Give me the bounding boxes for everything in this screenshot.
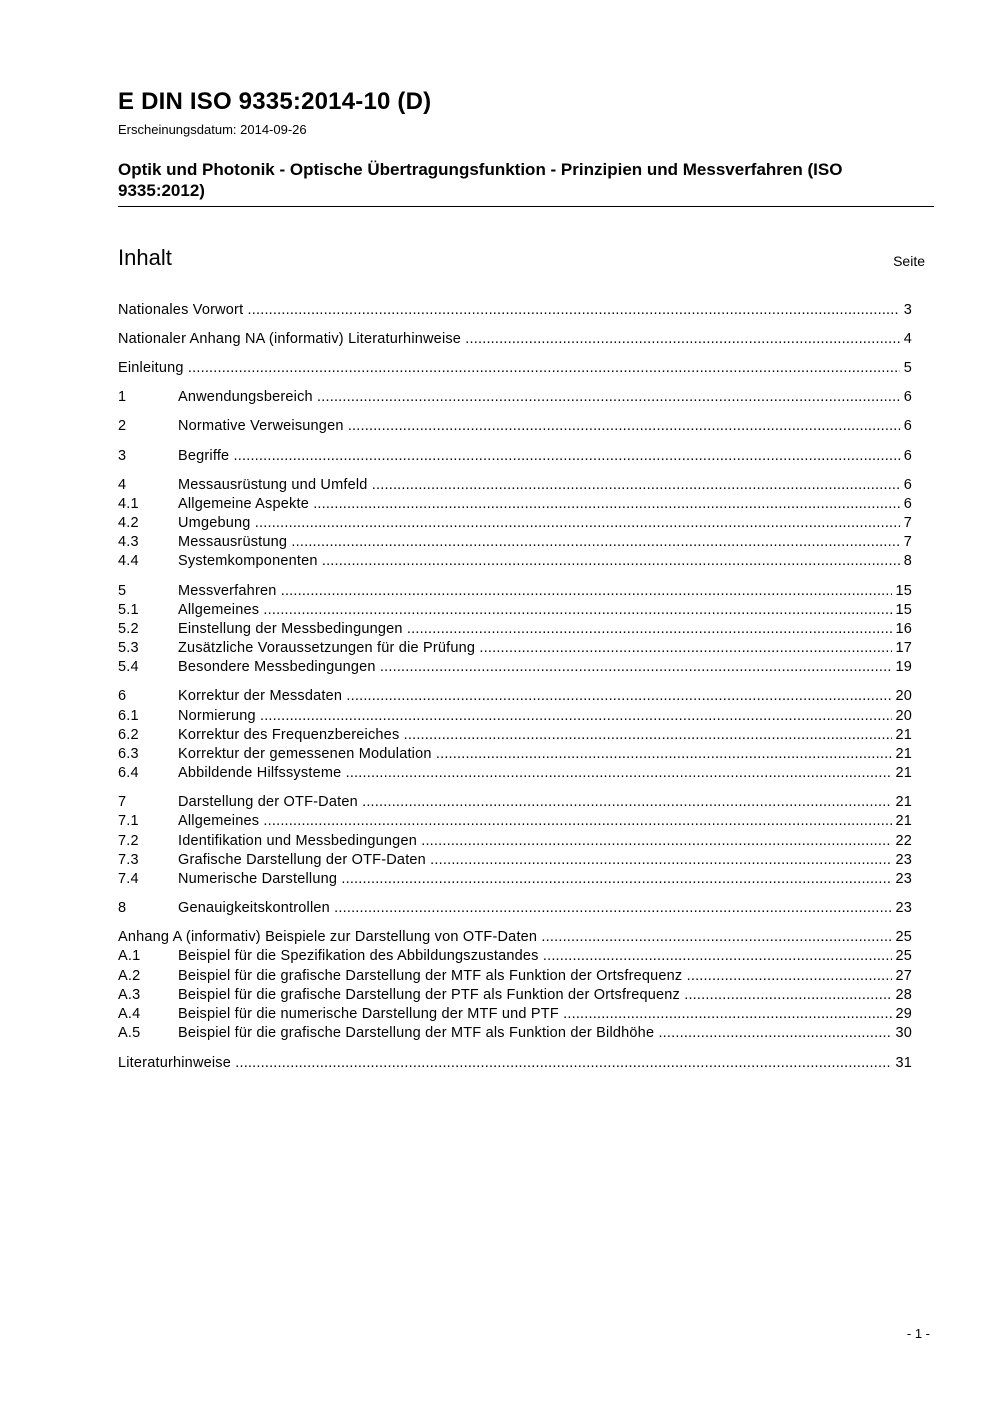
toc-entry-number: 6.2 — [118, 727, 139, 743]
toc-entry-text: Zusätzliche Voraussetzungen für die Prüfung — [178, 640, 476, 656]
toc-entry-text: Korrektur der gemessenen Modulation — [178, 746, 432, 762]
toc-entry-number: 4.4 — [118, 553, 139, 569]
toc-page-column-label: Seite — [893, 253, 925, 269]
toc-entry-number: 4 — [118, 477, 127, 493]
toc-entry-title — [178, 495, 900, 514]
toc-entry-page: 4 — [903, 331, 912, 347]
toc-entry[interactable] — [118, 745, 910, 764]
toc-entry-page: 5 — [903, 360, 912, 376]
toc-entry-number: 5.4 — [118, 659, 139, 675]
toc-entry[interactable] — [118, 552, 910, 571]
toc-entry-number: 7.3 — [118, 852, 139, 868]
toc-entry-number: 4.1 — [118, 496, 139, 512]
toc-entry-title — [178, 476, 900, 495]
toc-entry-text: Allgemeines — [178, 602, 260, 618]
toc-entry-page: 21 — [895, 813, 912, 829]
toc-entry-page: 25 — [895, 948, 912, 964]
toc-entry-page: 20 — [895, 708, 912, 724]
toc-entry-page: 28 — [895, 987, 912, 1003]
toc-entry-page: 15 — [895, 583, 912, 599]
toc-entry-title — [118, 359, 900, 378]
toc-entry[interactable] — [118, 533, 910, 552]
toc-entry-number: 6.4 — [118, 765, 139, 781]
toc-entry-page: 6 — [903, 389, 912, 405]
toc-entry-page: 6 — [903, 418, 912, 434]
toc-entry-page: 6 — [903, 448, 912, 464]
toc-entry-page: 22 — [895, 833, 912, 849]
toc-entry[interactable] — [118, 639, 910, 658]
toc-entry-title — [178, 899, 892, 918]
toc-entry[interactable] — [118, 1054, 910, 1073]
toc-entry-text: Einstellung der Messbedingungen — [178, 621, 403, 637]
toc-entry-page: 31 — [895, 1055, 912, 1071]
toc-entry[interactable] — [118, 1024, 910, 1043]
toc-entry[interactable] — [118, 832, 910, 851]
toc-entry-text: Beispiel für die numerische Darstellung der MTF und PTF — [178, 1006, 559, 1022]
toc-entry-number: 5.3 — [118, 640, 139, 656]
toc-entry-prefix: Nationaler Anhang NA — [118, 331, 269, 347]
toc-entry-number: 6.3 — [118, 746, 139, 762]
toc-entry-text: Grafische Darstellung der OTF-Daten — [178, 852, 426, 868]
toc-entry[interactable] — [118, 986, 910, 1005]
toc-entry-text: Messverfahren — [178, 583, 277, 599]
toc-entry[interactable] — [118, 417, 910, 436]
toc-entry-page: 16 — [895, 621, 912, 637]
toc-entry[interactable] — [118, 812, 910, 831]
toc-entry-page: 29 — [895, 1006, 912, 1022]
page-number: - 1 - — [906, 1326, 930, 1341]
toc-entry-title — [118, 928, 892, 947]
toc-entry-number: 6.1 — [118, 708, 139, 724]
toc-entry-title — [178, 1024, 892, 1043]
toc-entry[interactable] — [118, 899, 910, 918]
toc-entry-number: 4.3 — [118, 534, 139, 550]
toc-entry-text: Genauigkeitskontrollen — [178, 900, 330, 916]
toc-entry-page: 25 — [895, 929, 912, 945]
toc-entry-text: Abbildende Hilfssysteme — [178, 765, 342, 781]
toc-entry-informative-tag: (informativ) — [185, 929, 266, 945]
toc-entry-page: 6 — [903, 496, 912, 512]
toc-entry-number: 5.1 — [118, 602, 139, 618]
toc-entry-text: Besondere Messbedingungen — [178, 659, 376, 675]
toc-entry-page: 15 — [895, 602, 912, 618]
title-divider — [118, 206, 934, 207]
toc-entry-title — [178, 687, 892, 706]
toc-entry-number: A.1 — [118, 948, 141, 964]
document-id: E DIN ISO 9335:2014-10 (D) — [118, 88, 432, 115]
toc-entry[interactable] — [118, 928, 910, 947]
toc-entry-text: Beispiel für die grafische Darstellung der MTF als Funktion der Bildhöhe — [178, 1025, 655, 1041]
toc-entry[interactable] — [118, 330, 910, 349]
toc-entry-number: 2 — [118, 418, 127, 434]
toc-entry[interactable] — [118, 476, 910, 495]
toc-entry[interactable] — [118, 495, 910, 514]
toc-entry-text: Messausrüstung — [178, 534, 288, 550]
toc-entry-text: Umgebung — [178, 515, 251, 531]
toc-entry-number: 7.4 — [118, 871, 139, 887]
toc-entry-text: Literaturhinweise — [118, 1055, 232, 1071]
toc-entry-title — [118, 1054, 892, 1073]
toc-entry-title — [178, 832, 892, 851]
toc-entry-title — [178, 514, 900, 533]
toc-entry-title — [178, 986, 892, 1005]
toc-entry-text: Begriffe — [178, 448, 230, 464]
toc-entry-number: A.2 — [118, 968, 141, 984]
toc-entry-text: Systemkomponenten — [178, 553, 318, 569]
toc-entry-title — [178, 793, 892, 812]
toc-entry-number: 6 — [118, 688, 127, 704]
toc-entry[interactable] — [118, 359, 910, 378]
toc-entry-text: Normierung — [178, 708, 256, 724]
toc-entry[interactable] — [118, 764, 910, 783]
toc-entry-text: Anwendungsbereich — [178, 389, 313, 405]
toc-entry-title — [178, 601, 892, 620]
toc-entry-text: Korrektur des Frequenzbereiches — [178, 727, 400, 743]
toc-entry-text: Beispiel für die grafische Darstellung der PTF als Funktion der Ortsfrequenz — [178, 987, 680, 1003]
toc-entry-text: Normative Verweisungen — [178, 418, 344, 434]
toc-entry-title — [178, 552, 900, 571]
toc-entry-number: 1 — [118, 389, 127, 405]
toc-entry[interactable] — [118, 870, 910, 889]
toc-entry-page: 8 — [903, 553, 912, 569]
toc-entry-number: 7.2 — [118, 833, 139, 849]
toc-entry-page: 23 — [895, 900, 912, 916]
toc-entry-page: 6 — [903, 477, 912, 493]
toc-entry[interactable] — [118, 388, 910, 407]
toc-entry-page: 19 — [895, 659, 912, 675]
toc-entry-number: A.4 — [118, 1006, 141, 1022]
toc-entry-number: 8 — [118, 900, 127, 916]
toc-entry[interactable] — [118, 707, 910, 726]
toc-entry-text: Literaturhinweise — [348, 331, 462, 347]
toc-entry-number: 4.2 — [118, 515, 139, 531]
toc-entry-number: 5 — [118, 583, 127, 599]
toc-entry-title — [178, 639, 892, 658]
toc-entry-text: Beispiel für die grafische Darstellung der MTF als Funktion der Ortsfrequenz — [178, 968, 683, 984]
toc-entry-title — [178, 417, 900, 436]
toc-entry-title — [178, 967, 892, 986]
toc-entry-title — [178, 707, 892, 726]
toc-entry-title — [178, 388, 900, 407]
toc-entry[interactable] — [118, 301, 910, 320]
toc-entry-page: 17 — [895, 640, 912, 656]
toc-entry[interactable] — [118, 582, 910, 601]
toc-entry-text: Darstellung der OTF-Daten — [178, 794, 358, 810]
toc-entry-text: Einleitung — [118, 360, 184, 376]
toc-entry-text: Beispiele zur Darstellung von OTF-Daten — [265, 929, 538, 945]
toc-heading: Inhalt — [118, 245, 172, 270]
toc-entry-text: Allgemeines — [178, 813, 260, 829]
toc-entry[interactable] — [118, 726, 910, 745]
toc-entry-text: Messausrüstung und Umfeld — [178, 477, 368, 493]
toc-entry-title — [118, 330, 900, 349]
toc-entry[interactable] — [118, 687, 910, 706]
toc-entry-text: Korrektur der Messdaten — [178, 688, 343, 704]
toc-entry[interactable] — [118, 620, 910, 639]
toc-entry[interactable] — [118, 447, 910, 466]
toc-entry[interactable] — [118, 793, 910, 812]
toc-entry-title — [178, 658, 892, 677]
toc-entry-page: 7 — [903, 534, 912, 550]
toc-entry-title — [178, 870, 892, 889]
document-title: Optik und Photonik - Optische Übertragungsfunktion - Prinzipien und Messverfahren (ISO 9335:2012) — [118, 160, 843, 200]
toc-entry-text: Identifikation und Messbedingungen — [178, 833, 417, 849]
toc-entry-title — [178, 764, 892, 783]
toc-entry-title — [178, 533, 900, 552]
toc-entry-page: 3 — [903, 302, 912, 318]
toc-entry-title — [178, 812, 892, 831]
toc-entry-title — [178, 447, 900, 466]
toc-entry-page: 21 — [895, 727, 912, 743]
toc-entry-title — [178, 851, 892, 870]
toc-entry-number: 3 — [118, 448, 127, 464]
toc-entry-number: A.3 — [118, 987, 141, 1003]
toc-entry-page: 21 — [895, 765, 912, 781]
toc-entry-page: 27 — [895, 968, 912, 984]
toc-entry-title — [118, 301, 900, 320]
toc-entry[interactable] — [118, 967, 910, 986]
toc-entry[interactable] — [118, 601, 910, 620]
toc-entry-title — [178, 1005, 892, 1024]
toc-entry-title — [178, 726, 892, 745]
toc-entry-page: 20 — [895, 688, 912, 704]
toc-entry-title — [178, 620, 892, 639]
toc-entry[interactable] — [118, 658, 910, 677]
toc-entry-text: Allgemeine Aspekte — [178, 496, 309, 512]
toc-entry-text: Numerische Darstellung — [178, 871, 338, 887]
toc-entry-prefix: Anhang A — [118, 929, 186, 945]
toc-entry-text: Nationales Vorwort — [118, 302, 244, 318]
toc-entry-number: A.5 — [118, 1025, 141, 1041]
toc-entry[interactable] — [118, 1005, 910, 1024]
toc-entry-number: 5.2 — [118, 621, 139, 637]
toc-entry-number: 7.1 — [118, 813, 139, 829]
toc-entry[interactable] — [118, 851, 910, 870]
toc-entry-title — [178, 582, 892, 601]
toc-entry-title — [178, 745, 892, 764]
toc-entry-page: 23 — [895, 871, 912, 887]
toc-entry[interactable] — [118, 947, 910, 966]
toc-entry-number: 7 — [118, 794, 127, 810]
toc-entry-page: 21 — [895, 746, 912, 762]
toc-entry-page: 7 — [903, 515, 912, 531]
toc-entry-page: 23 — [895, 852, 912, 868]
toc-entry-text: Beispiel für die Spezifikation des Abbildungszustandes — [178, 948, 539, 964]
toc-entry-informative-tag: (informativ) — [268, 331, 349, 347]
publication-date: Erscheinungsdatum: 2014-09-26 — [118, 122, 307, 137]
toc-entry-title — [178, 947, 892, 966]
toc-entry-page: 21 — [895, 794, 912, 810]
toc-entry[interactable] — [118, 514, 910, 533]
toc-entry-page: 30 — [895, 1025, 912, 1041]
